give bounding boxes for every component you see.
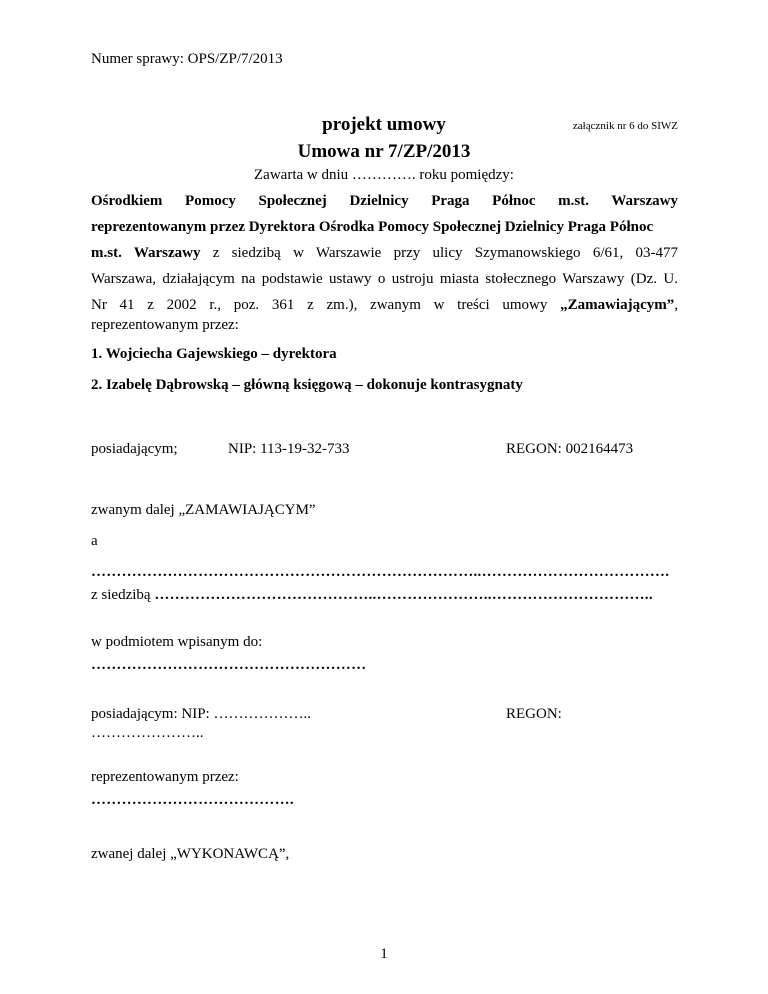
seat-label: z siedzibą (91, 587, 155, 603)
party2-regon: REGON: (506, 706, 562, 722)
intro-line: Zawarta w dniu …………. roku pomiędzy: (254, 167, 514, 183)
party1-posiadajacym: posiadającym; (91, 441, 178, 457)
word: m.st. (558, 193, 589, 209)
party2-represented: reprezentowanym przez: (91, 769, 239, 785)
agreement-number: Umowa nr 7/ZP/2013 (297, 141, 471, 162)
word: Praga (431, 193, 470, 209)
word: Ośrodkiem (91, 193, 163, 209)
document-title: projekt umowy (322, 114, 446, 135)
statute-text: Nr 41 z 2002 r., poz. 361 z zm.), zwanym w treści umowy (91, 297, 561, 313)
comma: , (674, 297, 678, 313)
word: Dzielnicy (349, 193, 409, 209)
party2-nip: posiadającym: NIP: ……………….. (91, 706, 311, 722)
party1-represented: reprezentowanym przez: (91, 317, 239, 333)
word: Społecznej (258, 193, 327, 209)
party1-called: zwanym dalej „ZAMAWIAJĄCYM” (91, 502, 316, 518)
representative-1: 1. Wojciecha Gajewskiego – dyrektora (91, 346, 337, 362)
zamawiajacy-term: „Zamawiającym” (560, 297, 675, 313)
word: Warszawy (611, 193, 678, 209)
party1-line5 (91, 297, 678, 314)
party2-called: zwanej dalej „WYKONAWCĄ”, (91, 846, 290, 862)
and-word: a (91, 533, 98, 549)
party2-registered: w podmiotem wpisanym do: (91, 634, 263, 650)
representative-2: 2. Izabelę Dąbrowską – główną księgową – dokonuje kontrasygnaty (91, 377, 523, 393)
registered-blank: ……………………………………………… (91, 657, 367, 673)
party1-line4: Warszawa, działającym na podstawie ustawy o ustroju miasta stołecznego Warszawy (Dz. U. (91, 271, 678, 287)
city-name: m.st. Warszawy (91, 245, 201, 261)
address-text: z siedzibą w Warszawie przy ulicy Szymanowskiego 6/61, 03-477 (200, 245, 678, 261)
regon-blank: ………………….. (91, 725, 204, 741)
party1-nip: NIP: 113-19-32-733 (228, 441, 350, 457)
party1-regon: REGON: 002164473 (506, 441, 634, 457)
party2-seat-line (91, 587, 653, 604)
represented-blank: …………………………………. (91, 792, 294, 808)
party1-name-line (91, 193, 678, 210)
page-number: 1 (380, 946, 388, 962)
annex-label: załącznik nr 6 do SIWZ (572, 120, 678, 132)
word: Północ (492, 193, 536, 209)
case-number: Numer sprawy: OPS/ZP/7/2013 (91, 51, 283, 67)
party1-line2: reprezentowanym przez Dyrektora Ośrodka Pomocy Społecznej Dzielnicy Praga Północ (91, 219, 654, 235)
word: Pomocy (185, 193, 236, 209)
party2-name-blank: …………………………………………………………………..………………………………. (91, 564, 670, 580)
seat-blank: ……………………………………..…………………..………………………….. (154, 587, 653, 603)
party1-line3 (91, 245, 678, 262)
